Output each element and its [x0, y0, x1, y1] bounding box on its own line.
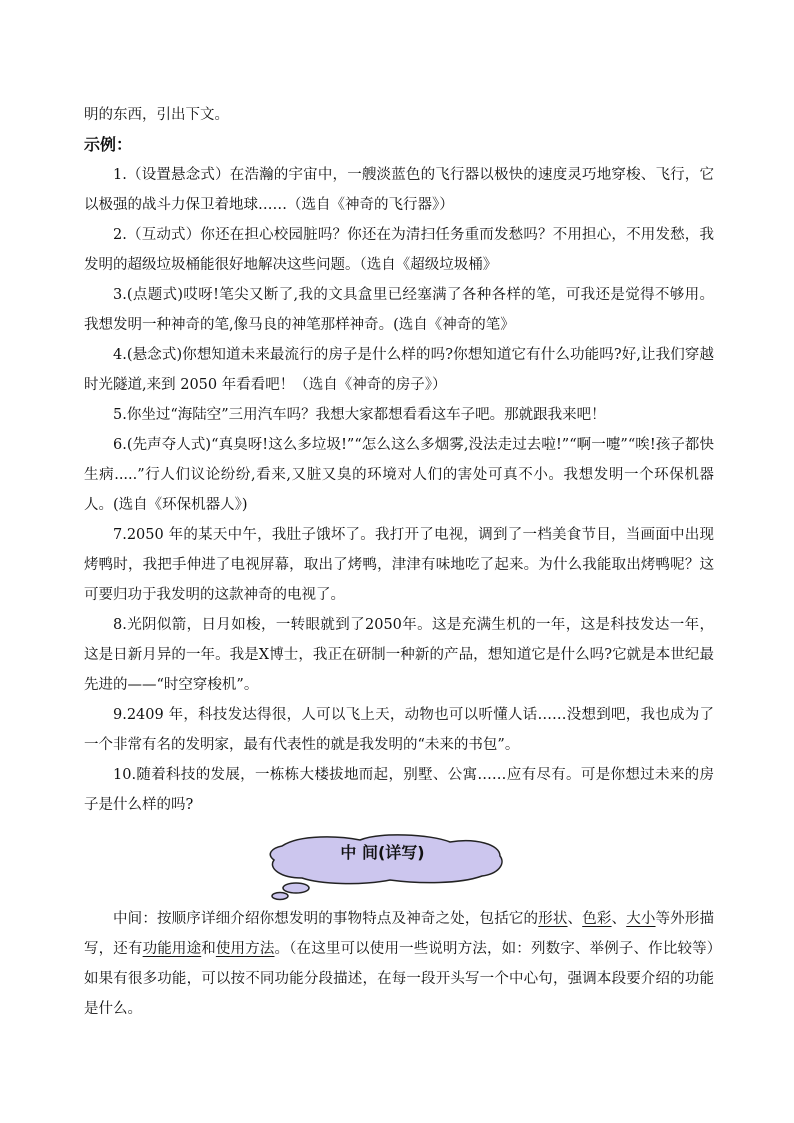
example-item: 6.(先声夺人式)“真臭呀!这么多垃圾!”“怎么这么多烟雾,没法走过去啦!”“啊一嚏”“唉!孩子都快生病.....”行人们议论纷纷,看来,又脏又臭的环境对人们的害处可真不小。我想发明一个环保机器人。(选自《环保机器人》) [84, 437, 714, 513]
middle-text: 、 [567, 911, 583, 927]
underlined-term: 功能用途 [142, 941, 202, 957]
underlined-term: 色彩 [582, 911, 612, 927]
middle-paragraph [84, 904, 714, 1024]
example-item: 5.你坐过“海陆空”三用汽车吗？我想大家都想看看这车子吧。那就跟我来吧！ [113, 407, 606, 423]
middle-text: 、 [611, 911, 627, 927]
middle-text: 中间：按顺序详细介绍你想发明的事物特点及神奇之处，包括它的 [113, 911, 539, 927]
middle-text: 等外形描写，还有 [84, 911, 715, 957]
cloud-callout [84, 830, 714, 902]
underlined-term: 形状 [538, 911, 568, 927]
underlined-term: 使用方法 [215, 941, 275, 957]
example-item: 9.2409 年，科技发达得很，人可以飞上天，动物也可以听懂人话……没想到吧，我也成为了一个非常有名的发明家，最有代表性的就是我发明的“未来的书包”。 [84, 707, 714, 753]
example-item: 2.（互动式）你还在担心校园脏吗？你还在为清扫任务重而发愁吗？不用担心，不用发愁，我发明的超级垃圾桶能很好地解决这些问题。（选自《超级垃圾桶》 [84, 227, 714, 273]
cloud-label: 中 间(详写) [340, 843, 425, 862]
example-item: 4.(悬念式)你想知道未来最流行的房子是什么样的吗?你想知道它有什么功能吗?好,让我们穿越时光隧道,来到 2050 年看看吧！（选自《神奇的房子》） [84, 347, 714, 393]
example-item: 8.光阴似箭，日月如梭，一转眼就到了2050年。这是充满生机的一年，这是科技发达一年，这是日新月异的一年。我是X博士，我正在研制一种新的产品，想知道它是什么吗?它就是本世纪最先进的——“时空穿梭机”。 [84, 617, 714, 693]
underlined-term: 大小 [626, 911, 656, 927]
intro-tail: 明的东西，引出下文。 [84, 107, 229, 123]
example-item: 7.2050 年的某天中午，我肚子饿坏了。我打开了电视，调到了一档美食节目，当画面中出现烤鸭时，我把手伸进了电视屏幕，取出了烤鸭，津津有味地吃了起来。为什么我能取出烤鸭呢？这可要归功于我发明的这款神奇的电视了。 [84, 527, 714, 603]
document-page [84, 100, 714, 1024]
example-item: 3.(点题式)哎呀!笔尖又断了,我的文具盒里已经塞满了各种各样的笔，可我还是觉得不够用。我想发明一种神奇的笔,像马良的神笔那样神奇。(选自《神奇的笔》 [84, 287, 714, 333]
example-heading: 示例： [84, 135, 133, 154]
example-item: 10.随着科技的发展，一栋栋大楼拔地而起，别墅、公寓……应有尽有。可是你想过未来的房子是什么样的吗? [84, 767, 714, 813]
middle-text: 。（在这里可以使用一些说明方法，如：列数字、举例子、作比较等）如果有很多功能，可以按不同功能分段描述，在每一段开头写一个中心句，强调本段要介绍的功能是什么。 [84, 941, 715, 1017]
middle-text: 和 [201, 941, 216, 957]
example-item: 1.（设置悬念式）在浩瀚的宇宙中，一艘淡蓝色的飞行器以极快的速度灵巧地穿梭、飞行，它以极强的战斗力保卫着地球……（选自《神奇的飞行器》） [84, 167, 714, 213]
